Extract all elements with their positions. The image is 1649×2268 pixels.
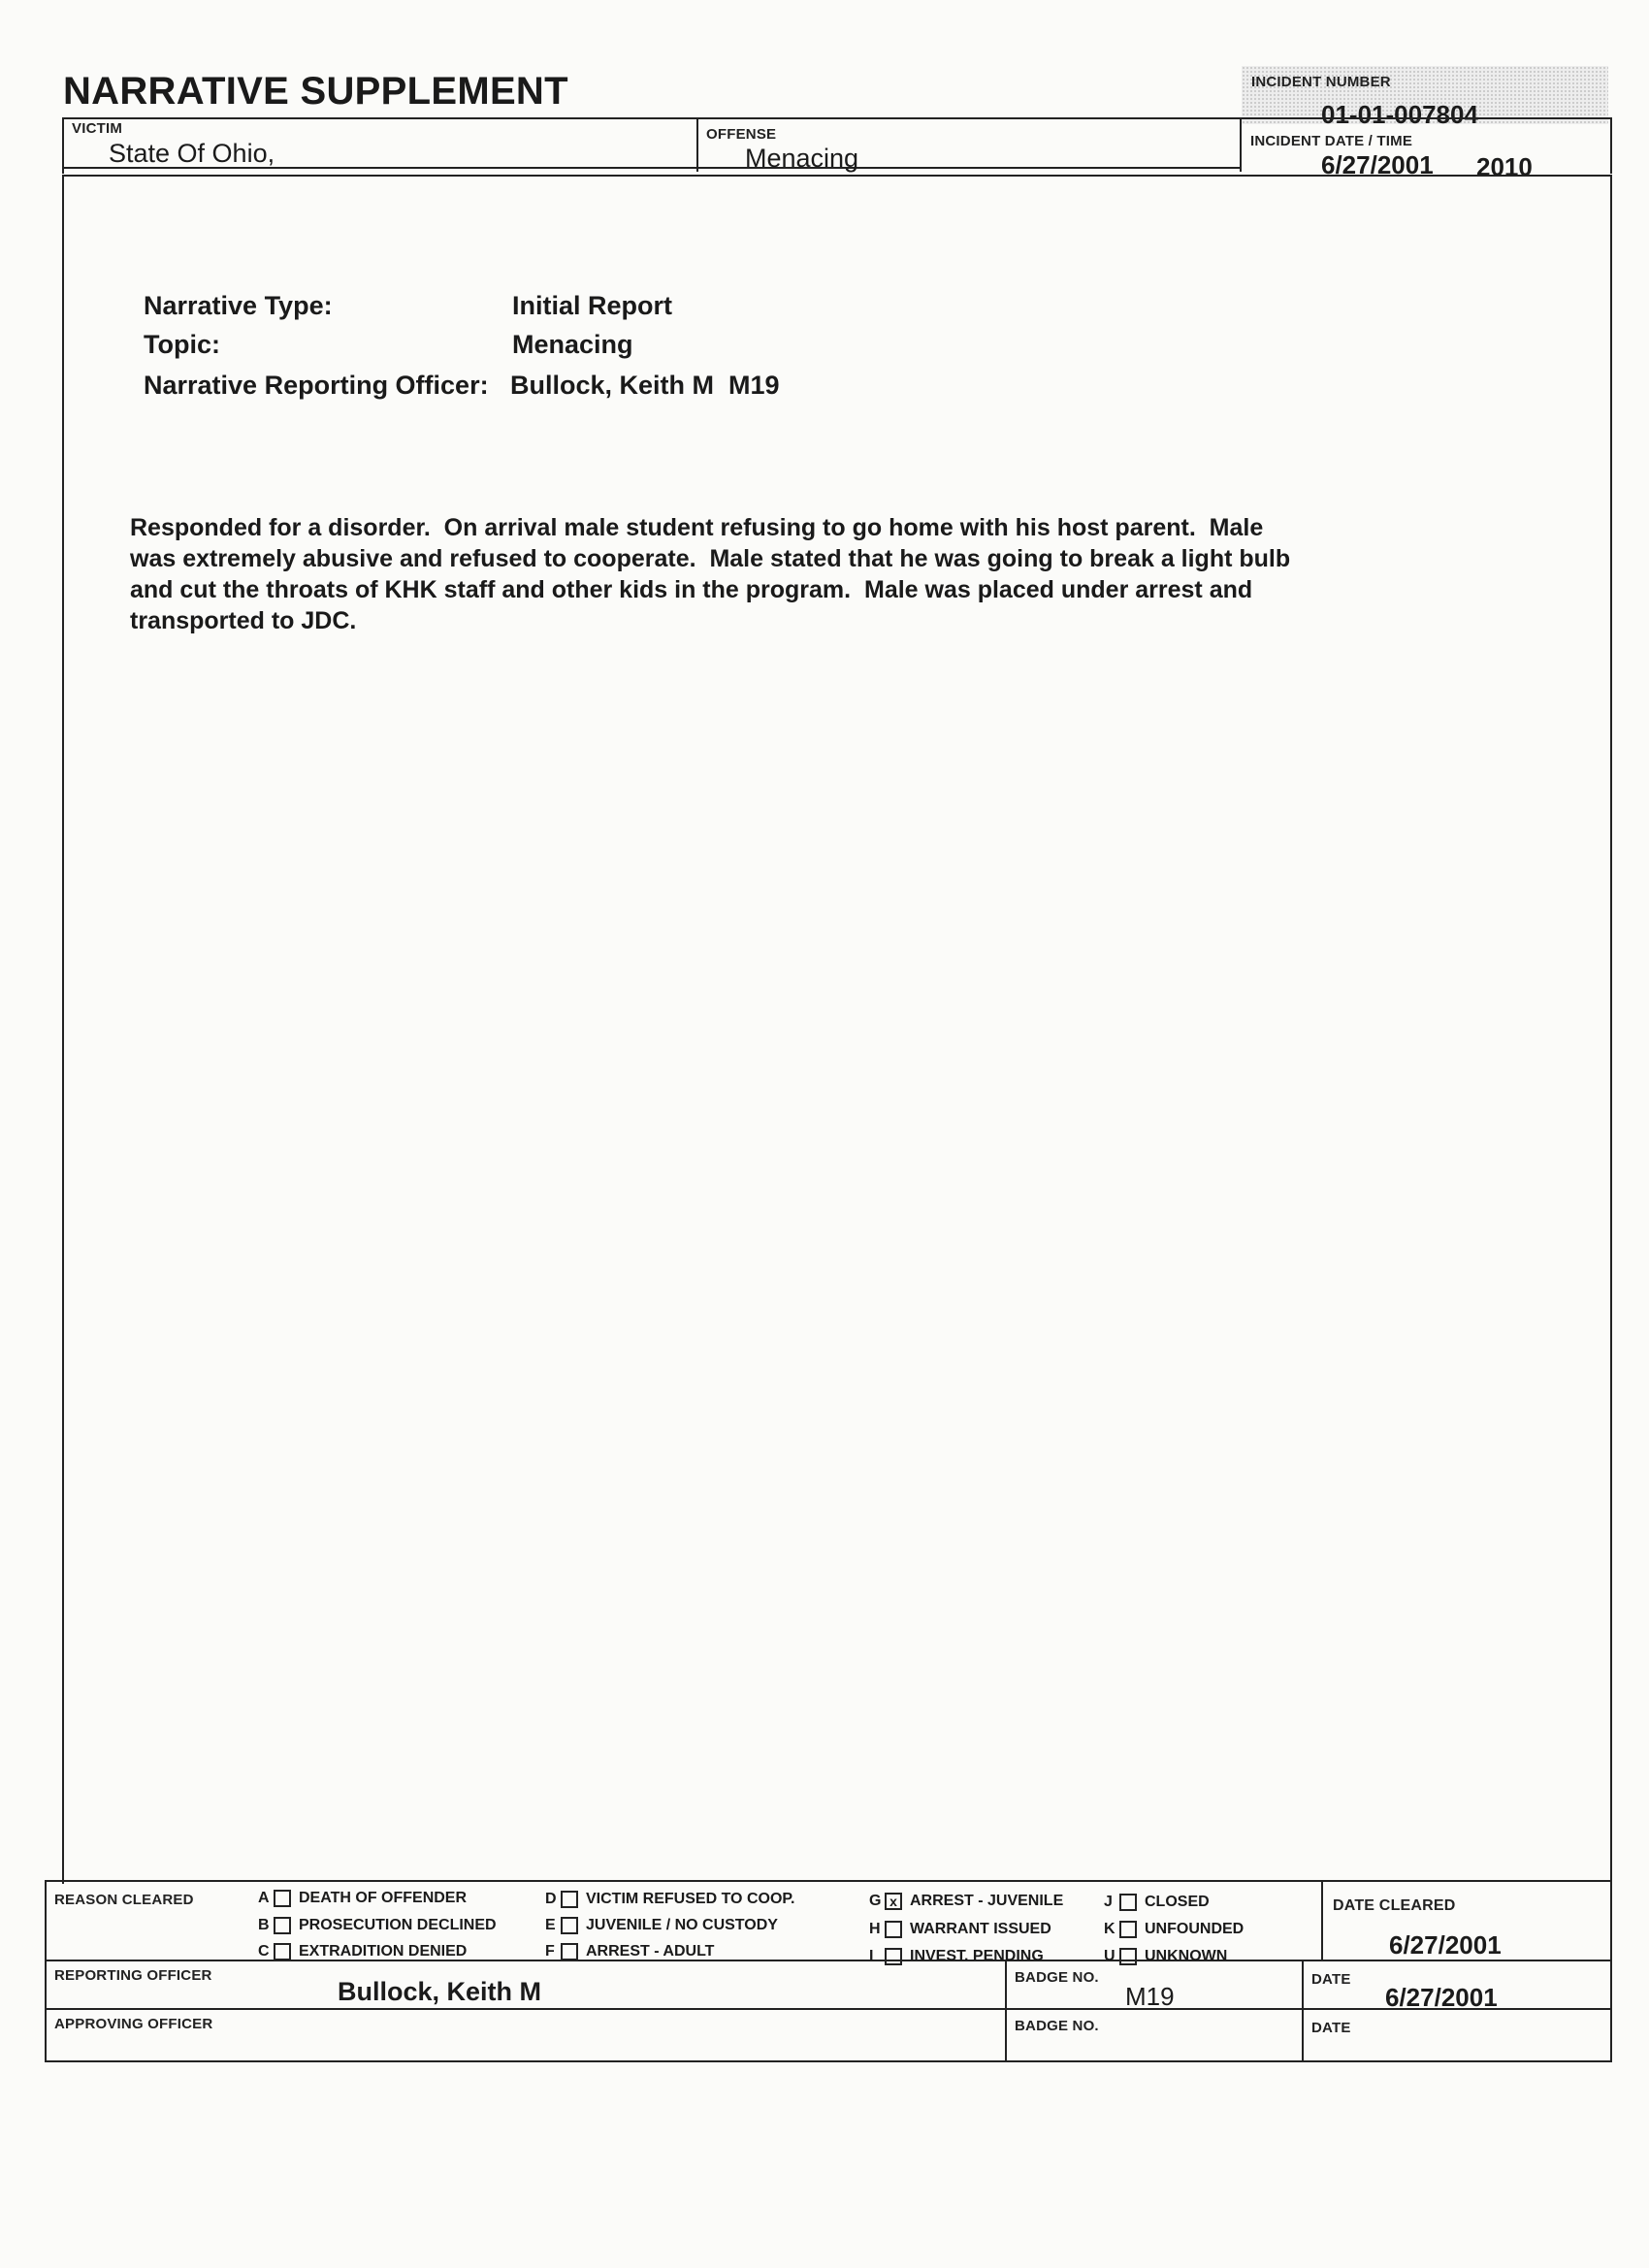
checkbox[interactable]	[561, 1943, 578, 1960]
option-letter: U	[1104, 1948, 1116, 1964]
header-divider	[1240, 119, 1242, 172]
checkbox[interactable]	[1119, 1894, 1137, 1911]
reason-option-f[interactable]	[545, 1943, 714, 1960]
footer-divider	[1302, 1960, 1304, 2060]
field-value: Initial Report	[512, 291, 673, 320]
checkbox[interactable]	[1119, 1948, 1137, 1965]
narrative-line: Responded for a disorder. On arrival male student refusing to go home with his host parent. Male	[130, 514, 1264, 541]
checkbox[interactable]	[885, 1921, 902, 1938]
incident-time: 2010	[1476, 152, 1533, 181]
reporting-badge-label: BADGE NO.	[1015, 1969, 1099, 1986]
option-label: DEATH OF OFFENDER	[299, 1890, 468, 1906]
victim-label: VICTIM	[72, 120, 123, 137]
reason-option-h[interactable]	[869, 1921, 1051, 1938]
checkbox[interactable]	[1119, 1921, 1137, 1938]
checkbox[interactable]	[274, 1917, 291, 1934]
option-letter: F	[545, 1943, 555, 1960]
reason-option-c[interactable]	[258, 1943, 467, 1960]
footer-block	[45, 1880, 1612, 2062]
reason-option-i[interactable]	[869, 1948, 1044, 1965]
approving-badge-label: BADGE NO.	[1015, 2018, 1099, 2034]
field-value: Menacing	[512, 330, 633, 359]
narrative-line: and cut the throats of KHK staff and other kids in the program. Male was placed under arrest and	[130, 576, 1253, 603]
reporting-date-value: 6/27/2001	[1385, 1983, 1498, 2012]
field-label: Narrative Reporting Officer:	[144, 371, 489, 400]
option-letter: D	[545, 1891, 557, 1907]
checkbox[interactable]	[274, 1890, 291, 1907]
reason-option-u[interactable]	[1104, 1948, 1227, 1965]
field-label: Topic:	[144, 330, 220, 359]
option-letter: A	[258, 1890, 270, 1906]
checkbox[interactable]	[885, 1948, 902, 1965]
checkbox[interactable]	[561, 1917, 578, 1934]
checkbox-checked[interactable]: x	[885, 1893, 902, 1910]
option-letter: H	[869, 1921, 881, 1937]
victim-value: State Of Ohio,	[109, 139, 275, 168]
option-label: ARREST - ADULT	[586, 1943, 715, 1960]
incident-datetime-label: INCIDENT DATE / TIME	[1250, 133, 1413, 149]
reason-cleared-label: REASON CLEARED	[54, 1892, 194, 1908]
offense-label: OFFENSE	[706, 126, 777, 143]
option-letter: B	[258, 1917, 270, 1933]
narrative-text	[130, 512, 1352, 636]
narrative-frame	[62, 175, 1612, 1884]
option-label: UNKNOWN	[1145, 1948, 1228, 1964]
reporting-officer-row	[144, 371, 1017, 409]
topic-row	[144, 330, 1017, 369]
reason-option-e[interactable]	[545, 1917, 778, 1934]
narrative-fields	[144, 291, 1017, 407]
reason-option-a[interactable]	[258, 1890, 467, 1907]
option-letter: I	[869, 1948, 874, 1964]
option-label: WARRANT ISSUED	[910, 1921, 1051, 1937]
option-letter: J	[1104, 1894, 1113, 1910]
incident-date: 6/27/2001	[1321, 150, 1434, 179]
reporting-date-label: DATE	[1311, 1971, 1351, 1988]
checkbox[interactable]	[561, 1891, 578, 1908]
option-label: PROSECUTION DECLINED	[299, 1917, 497, 1933]
option-label: UNFOUNDED	[1145, 1921, 1245, 1937]
reason-option-k[interactable]	[1104, 1921, 1244, 1938]
field-value: Bullock, Keith M M19	[510, 371, 780, 400]
option-label: INVEST. PENDING	[910, 1948, 1044, 1964]
date-cleared-value: 6/27/2001	[1389, 1930, 1502, 1960]
checkbox[interactable]	[274, 1943, 291, 1960]
reason-option-j[interactable]	[1104, 1894, 1210, 1911]
footer-divider	[1005, 1960, 1007, 2060]
narrative-line: was extremely abusive and refused to cooperate. Male stated that he was going to break a light bulb	[130, 545, 1291, 572]
option-letter: K	[1104, 1921, 1116, 1937]
reporting-officer-label: REPORTING OFFICER	[54, 1967, 212, 1984]
offense-value: Menacing	[745, 144, 859, 173]
footer-divider	[1321, 1882, 1323, 1960]
reason-option-d[interactable]	[545, 1891, 794, 1908]
form-title: NARRATIVE SUPPLEMENT	[63, 70, 568, 113]
reporting-badge-value: M19	[1125, 1982, 1175, 2011]
option-letter: C	[258, 1943, 270, 1960]
narrative-line: transported to JDC.	[130, 607, 357, 634]
approving-officer-label: APPROVING OFFICER	[54, 2016, 213, 2032]
footer-rule	[47, 2008, 1610, 2010]
narrative-type-row	[144, 291, 1017, 330]
reason-option-b[interactable]	[258, 1917, 497, 1934]
option-label: EXTRADITION DENIED	[299, 1943, 468, 1960]
option-label: JUVENILE / NO CUSTODY	[586, 1917, 778, 1933]
reason-option-g[interactable]	[869, 1893, 1063, 1910]
header-divider	[696, 119, 698, 172]
approving-date-label: DATE	[1311, 2020, 1351, 2036]
incident-number-label: INCIDENT NUMBER	[1251, 74, 1391, 90]
reporting-officer-value: Bullock, Keith M	[338, 1977, 542, 2006]
option-label: CLOSED	[1145, 1894, 1210, 1910]
option-letter: E	[545, 1917, 556, 1933]
option-letter: G	[869, 1893, 882, 1909]
date-cleared-label: DATE CLEARED	[1333, 1897, 1456, 1914]
option-label: VICTIM REFUSED TO COOP.	[586, 1891, 795, 1907]
field-label: Narrative Type:	[144, 291, 333, 320]
incident-number: 01-01-007804	[1321, 100, 1478, 129]
option-label: ARREST - JUVENILE	[910, 1893, 1064, 1909]
